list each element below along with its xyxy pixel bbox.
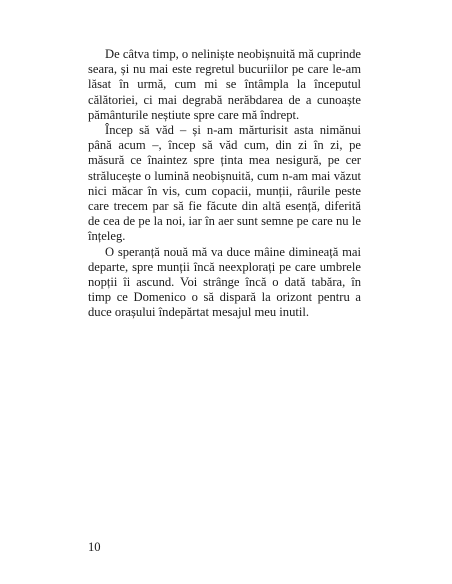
- page-number: 10: [88, 540, 101, 554]
- paragraph-1: De câtva timp, o neliniște neobișnuită mă cuprinde seara, și nu mai este regretul bucuriilor pe care le-am lăsat în urmă, cum mi se întâmpla la începutul călătoriei, ci mai degrabă nerăbdarea de a cunoaște pământurile neștiute spre care mă îndrept.: [88, 47, 362, 122]
- body-text: [88, 47, 361, 321]
- paragraph-2: Încep să văd – și n-am mărturisit asta nimănui până acum –, încep să văd cum, din zi în zi, pe măsură ce înaintez spre ținta mea nesigură, pe cer strălucește o lumină neobișnuită, cum n-am mai văzut nici măcar în vis, cum copacii, munții, râurile peste care trecem par să fie făcute din altă esență, diferită de cea de pe la noi, iar în aer sunt semne pe care nu le înțeleg.: [88, 123, 361, 244]
- paragraph-3: O speranță nouă mă va duce mâine dimineață mai departe, spre munții încă neexplorați pe care umbrele nopții îi ascund. Voi strânge încă o dată tabăra, în timp ce Domenico o să dispară la orizont pentru a duce orașului îndepărtat mesajul meu inutil.: [88, 244, 361, 320]
